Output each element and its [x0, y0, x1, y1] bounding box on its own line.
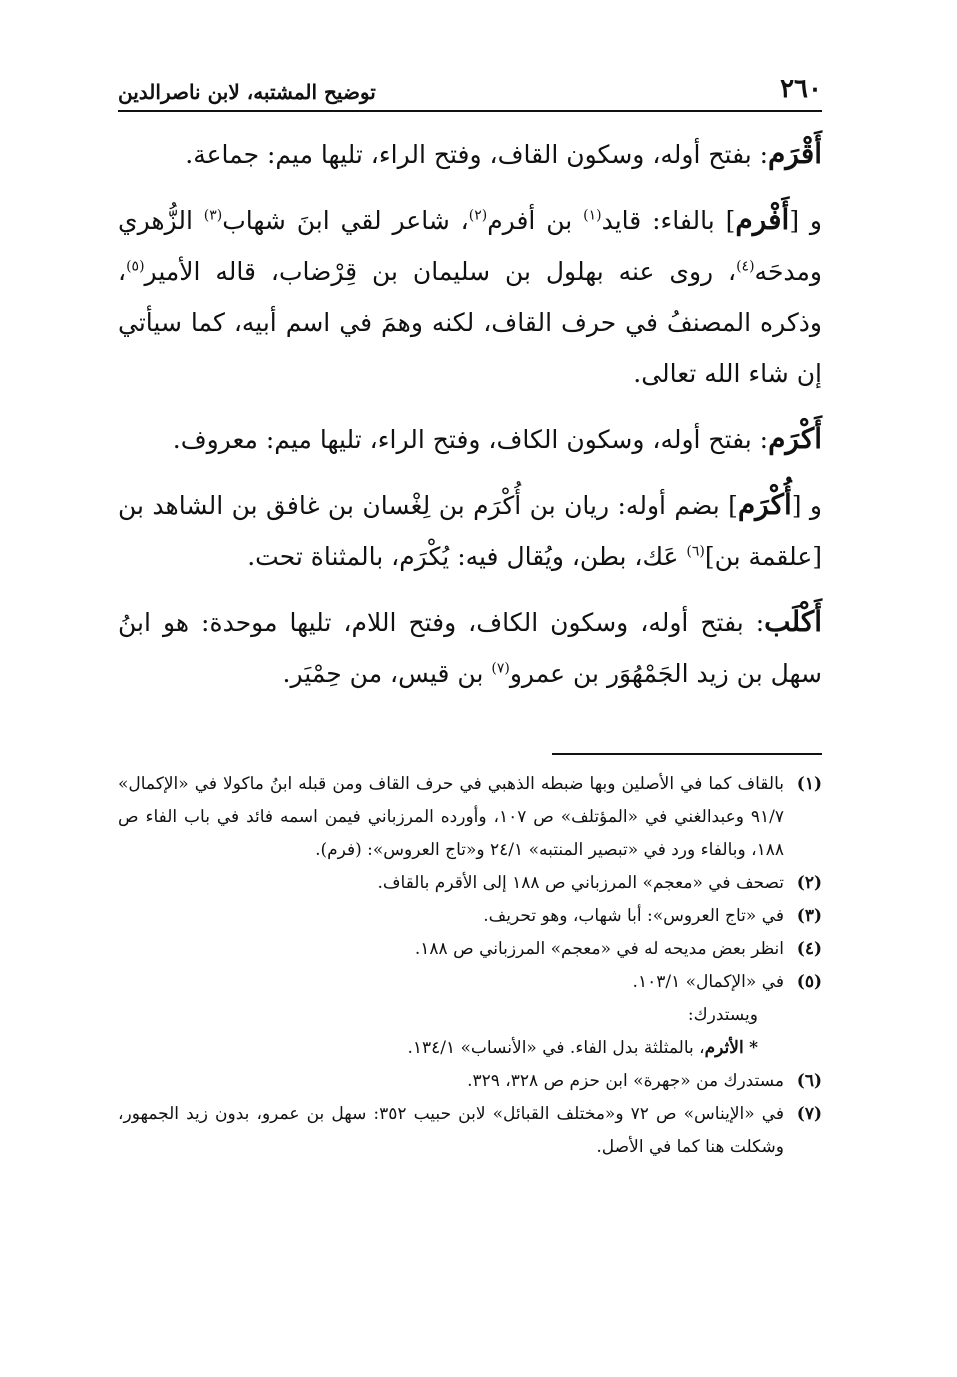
- footnote-4: [118, 933, 822, 966]
- headword: أَكْرَم: [768, 422, 822, 455]
- footnote-ref: (٦): [686, 543, 705, 560]
- footnote-text: مستدرك من «جهرة» ابن حزم ص ٣٢٨، ٣٢٩.: [467, 1071, 784, 1091]
- entry-aqram: [118, 128, 822, 180]
- entry-afram: [118, 194, 822, 399]
- entry-text: ] بالفاء: قايد: [601, 206, 736, 235]
- addendum-headword: الأثرم: [704, 1038, 744, 1058]
- footnote-text: في «تاج العروس»: أبا شهاب، وهو تحريف.: [483, 906, 784, 926]
- headword: أَفْرم: [735, 203, 790, 236]
- entry-text: ] بضم أوله: ريان بن أُكْرَم بن لِغْسان بن غافق بن الشاهد بن [علقمة بن]: [118, 491, 822, 571]
- footnote-7: [118, 1098, 822, 1164]
- footnote-ref: (١): [583, 207, 602, 224]
- footnotes: [118, 768, 822, 1164]
- footnote-number: (٢): [796, 873, 822, 893]
- footnote-ref: (٤): [736, 258, 755, 275]
- footnote-ref: (٥): [126, 258, 145, 275]
- entry-text: ، شاعر لقي ابنَ شهاب: [222, 206, 469, 235]
- footnote-text: تصحف في «معجم» المرزباني ص ١٨٨ إلى الأقرم بالقاف.: [377, 873, 784, 893]
- entry-text: عَك، بطن، ويُقال فيه: يُكْرَم، بالمثناة تحت.: [247, 542, 687, 571]
- headword: أُكْرَم: [737, 488, 792, 521]
- entry-ukram: [118, 479, 822, 582]
- footnote-number: (٧): [796, 1104, 822, 1124]
- footnote-text: في «الإيناس» ص ٧٢ و«مختلف القبائل» لابن حبيب ٣٥٢: سهل بن عمرو، بدون زيد الجمهور، وشكلت هنا كما في الأصل.: [118, 1104, 785, 1157]
- footnote-ref: (٢): [468, 207, 488, 224]
- entry-text: : بفتح أوله، وسكون الكاف، وفتح الراء، تليها ميم: معروف.: [172, 425, 769, 454]
- footnote-text: انظر بعض مديحه له في «معجم» المرزباني ص ١٨٨.: [414, 939, 784, 959]
- headword: أَكْلَب: [764, 605, 822, 638]
- footnote-5-addendum: [118, 1032, 822, 1065]
- footnote-2: [118, 867, 822, 900]
- footnote-number: (٣): [796, 906, 822, 926]
- footnote-text: بالقاف كما في الأصلين وبها ضبطه الذهبي في حرف القاف ومن قبله ابنُ ماكولا في «الإكمال» ٩١/٧ وعبدالغني في «المؤتلف» ص ١٠٧، وأورده المرزباني فيمن اسمه فائد في باب الفاء ص ١٨٨، وبالفاء ورد في «تبصير المنتبه» ٢٤/١ و«تاج العروس»: (فرم).: [118, 774, 784, 860]
- footnote-divider: [552, 753, 822, 755]
- footnote-3: [118, 900, 822, 933]
- entry-text: الزُّهري ومدحَه: [118, 206, 822, 286]
- footnote-number: (٦): [796, 1071, 822, 1091]
- page-header: [118, 64, 822, 112]
- footnote-ref: (٣): [203, 207, 223, 224]
- footnote-5: [118, 966, 822, 999]
- entry-text: بن قيس، من حِمْيَر.: [282, 659, 492, 688]
- footnote-number: (٥): [796, 972, 822, 992]
- addendum-lead: ويستدرك:: [687, 1005, 758, 1025]
- page-number: ٢٦٠: [780, 74, 822, 104]
- asterisk-icon: *: [749, 1038, 758, 1058]
- entry-text: بن أفرم: [487, 206, 584, 235]
- footnote-number: (٤): [796, 939, 822, 959]
- entry-text: و [: [791, 491, 822, 520]
- footnote-text: في «الإكمال» ١٠٣/١.: [632, 972, 784, 992]
- running-title: توضيح المشتبه، لابن ناصرالدين: [118, 80, 376, 104]
- entry-text: ، وذكره المصنفُ في حرف القاف، لكنه وهمَ في اسم أبيه، كما سيأتي إن شاء الله تعالى.: [118, 257, 822, 388]
- footnote-number: (١): [796, 774, 822, 794]
- main-text: [118, 128, 822, 713]
- addendum-text: ، بالمثلثة بدل الفاء. في «الأنساب» ١٣٤/١.: [407, 1038, 705, 1058]
- entry-text: : بفتح أوله، وسكون القاف، وفتح الراء، تليها ميم: جماعة.: [185, 140, 769, 169]
- entry-akram: [118, 413, 822, 465]
- entry-text: ، روى عنه بهلول بن سليمان بن قِرْضاب، قاله الأمير: [144, 257, 737, 286]
- entry-text: : بفتح أوله، وسكون الكاف، وفتح اللام، تليها موحدة: هو ابنُ سهل بن زيد الجَمْهُوَر بن عمرو: [118, 608, 822, 688]
- footnote-ref: (٧): [491, 660, 510, 677]
- footnote-5-addendum-lead: [118, 999, 822, 1032]
- footnote-6: [118, 1065, 822, 1098]
- entry-aklab: [118, 596, 822, 699]
- entry-text: و [: [789, 206, 823, 235]
- headword: أَقْرَم: [768, 137, 822, 170]
- footnote-1: [118, 768, 822, 867]
